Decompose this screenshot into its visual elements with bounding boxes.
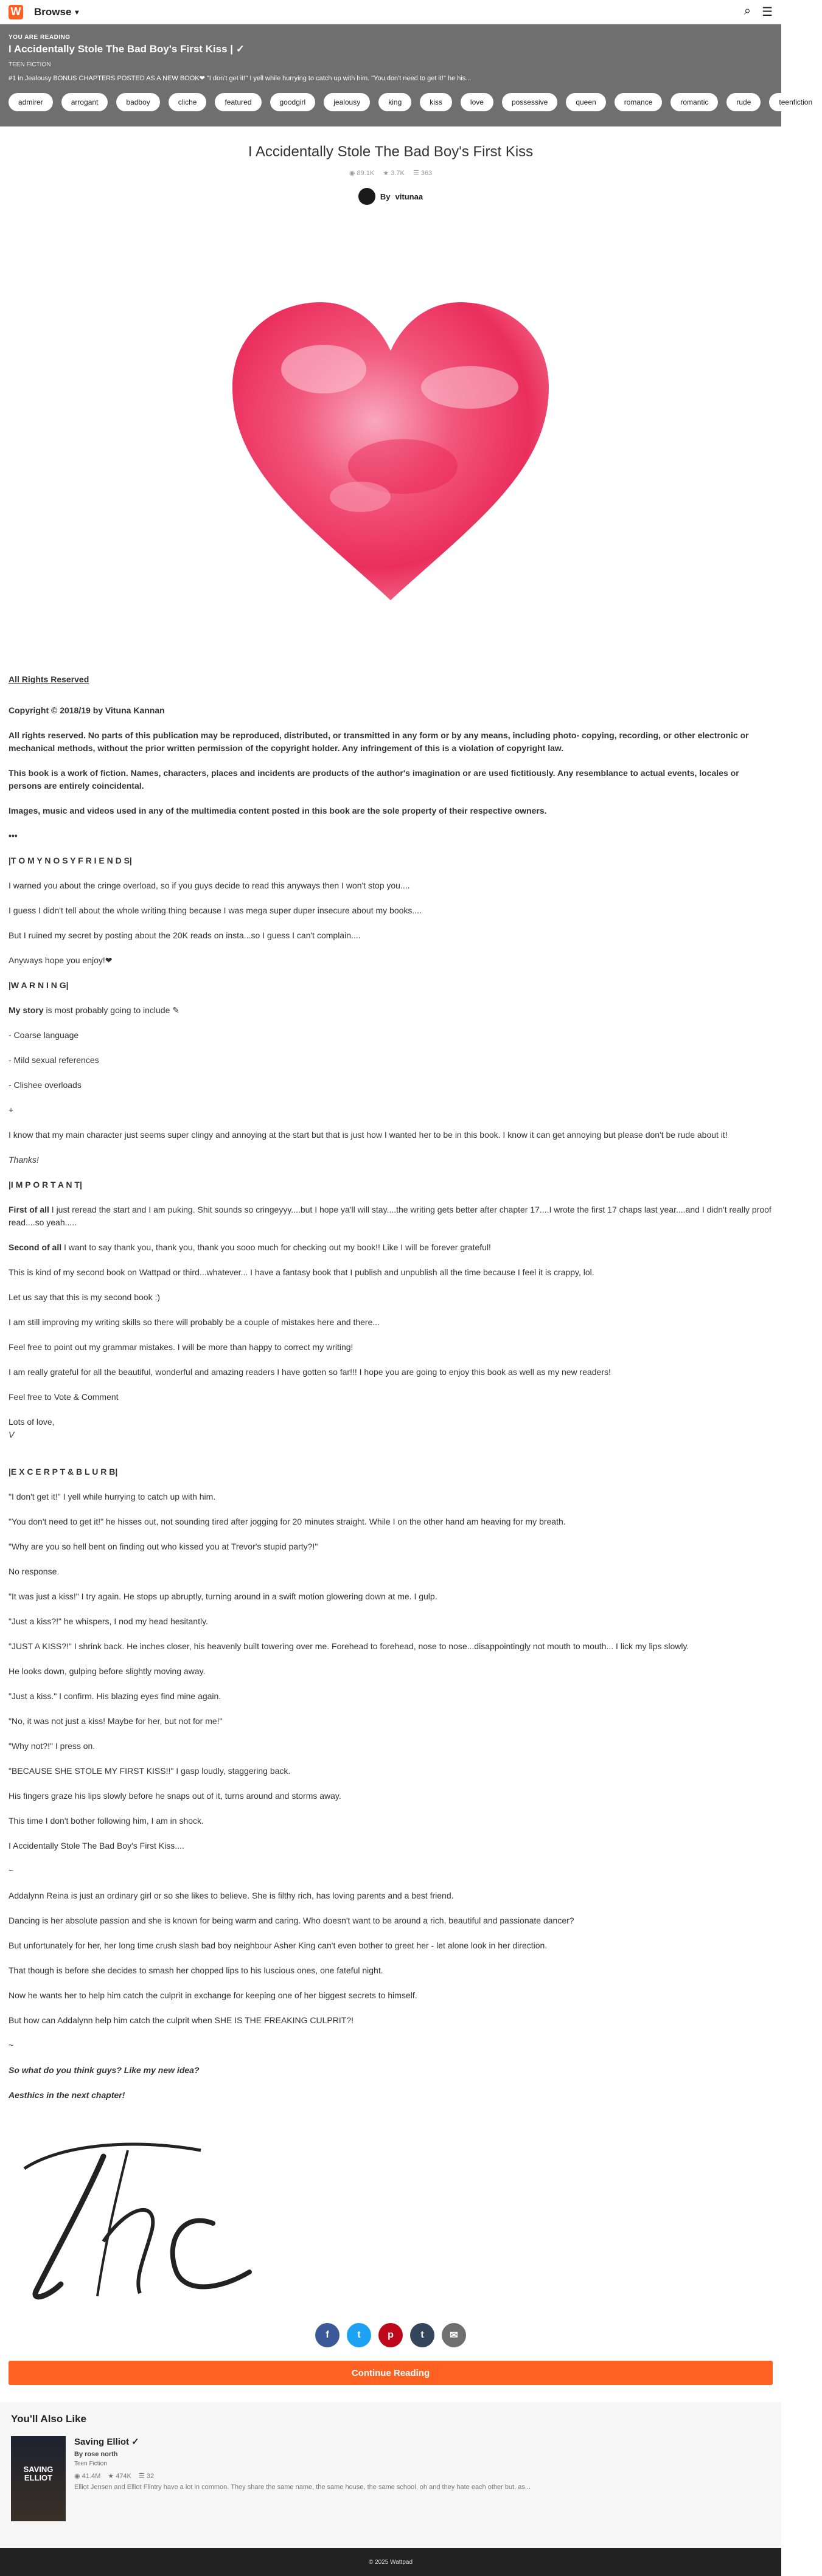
- recommendations-heading: You'll Also Like: [11, 2413, 87, 2425]
- sign-off: Lots of love,: [9, 1417, 55, 1427]
- banner-title[interactable]: I Accidentally Stole The Bad Boy's First Kiss | ✓: [9, 43, 245, 55]
- recommendation-category: Teen Fiction: [74, 2460, 107, 2467]
- votes-count: 474K: [116, 2473, 131, 2480]
- tag-pill[interactable]: teenfiction: [769, 93, 822, 111]
- recommendation-info: [74, 2436, 531, 2521]
- banner-eyebrow: YOU ARE READING: [9, 34, 71, 41]
- paragraph: [9, 1004, 773, 1017]
- paragraph: Images, music and videos used in any of the multimedia content posted in this book are the sole property of their respective owners.: [9, 806, 547, 815]
- top-nav: [0, 0, 781, 24]
- paragraph: But I ruined my secret by posting about the 20K reads on insta...so I guess I can't complain....: [9, 930, 361, 940]
- star-icon: ★: [108, 2473, 114, 2480]
- banner-description: #1 in Jealousy BONUS CHAPTERS POSTED AS A NEW BOOK❤ "I don't get it!" I yell while hurrying to catch up with him. "You don't need to get it!" he his...: [9, 75, 472, 82]
- paragraph: "JUST A KISS?!" I shrink back. He inches closer, his heavenly built towering over me. Forehead to forehead, nose to nose...disappointingly not mouth to mouth... I lick my lips slowly.: [9, 1641, 689, 1651]
- reads-stat: [74, 2472, 100, 2480]
- paragraph: [9, 1416, 773, 1441]
- pinterest-share-button[interactable]: p: [378, 2323, 403, 2347]
- list-item: - Clishee overloads: [9, 1080, 82, 1090]
- separator: •••: [9, 831, 18, 840]
- tumblr-share-button[interactable]: t: [410, 2323, 434, 2347]
- paragraph: His fingers graze his lips slowly before he snaps out of it, turns around and storms away.: [9, 1791, 341, 1801]
- parts-count: 32: [146, 2473, 155, 2480]
- tag-pill[interactable]: romance: [615, 93, 663, 111]
- votes-stat: [108, 2472, 131, 2480]
- paragraph: "BECAUSE SHE STOLE MY FIRST KISS!!" I gasp loudly, staggering back.: [9, 1766, 291, 1776]
- tag-pill[interactable]: jealousy: [324, 93, 370, 111]
- paragraph: That though is before she decides to smash her chopped lips to his luscious ones, one fateful night.: [9, 1965, 383, 1975]
- votes-count: 3.7K: [391, 170, 405, 177]
- watercolor-heart-illustration: [220, 296, 561, 612]
- paragraph: "No, it was not just a kiss! Maybe for her, but not for me!": [9, 1716, 223, 1726]
- email-share-button[interactable]: ✉: [442, 2323, 466, 2347]
- list-icon: ☰: [413, 170, 419, 177]
- paragraph: "You don't need to get it!" he hisses out, not sounding tired after jogging for 20 minutes straight. While I on the other hand am heaving for my breath.: [9, 1517, 566, 1526]
- reads-count: 89.1K: [357, 170, 375, 177]
- paragraph: I guess I didn't tell about the whole writing thing because I was mega super duper insecure about my books....: [9, 905, 422, 915]
- paragraph-lead: First of all: [9, 1205, 49, 1214]
- share-bar: [0, 2323, 781, 2347]
- avatar[interactable]: [358, 188, 375, 205]
- paragraph: I warned you about the cringe overload, so if you guys decide to read this anyways then I won't stop you....: [9, 881, 410, 890]
- tag-pill[interactable]: arrogant: [61, 93, 108, 111]
- banner-category: TEEN FICTION: [9, 61, 51, 68]
- facebook-share-button[interactable]: f: [315, 2323, 340, 2347]
- paragraph: This is kind of my second book on Wattpad or third...whatever... I have a fantasy book that I publish and unpublish all the time because I feel it is crappy, lol.: [9, 1267, 594, 1277]
- paragraph-rest: I want to say thank you, thank you, thank you sooo much for checking out my book!! Like I will be forever grateful!: [61, 1242, 491, 1252]
- paragraph: But unfortunately for her, her long time crush slash bad boy neighbour Asher King can't even bother to greet her - let alone look in her direction.: [9, 1941, 548, 1950]
- tag-pill[interactable]: featured: [215, 93, 261, 111]
- section-heading: |W A R N I N G|: [9, 980, 69, 990]
- story-stats: [0, 169, 781, 177]
- paragraph: This time I don't bother following him, I am in shock.: [9, 1816, 204, 1826]
- section-heading: |E X C E R P T & B L U R B|: [9, 1467, 118, 1477]
- paragraph: All rights reserved. No parts of this publication may be reproduced, distributed, or transmitted in any form or by any means, including photo- copying, recording, or other electronic or mechanical methods, without the prior written permission of the copyright holder. Any infringement of this is a violation of copyright law.: [9, 730, 749, 753]
- paragraph: "Just a kiss?!" he whispers, I nod my head hesitantly.: [9, 1616, 208, 1626]
- paragraph: No response.: [9, 1567, 60, 1576]
- paragraph: "Why not?!" I press on.: [9, 1741, 96, 1751]
- paragraph: Anyways hope you enjoy!❤: [9, 955, 113, 965]
- continue-reading-button[interactable]: Continue Reading: [9, 2361, 773, 2385]
- recommendation-title[interactable]: Saving Elliot ✓: [74, 2437, 139, 2447]
- paragraph: Feel free to Vote & Comment: [9, 1392, 119, 1402]
- paragraph: "I don't get it!" I yell while hurrying to catch up with him.: [9, 1492, 216, 1501]
- chapter-content: [0, 673, 781, 2102]
- reads-count: 41.4M: [82, 2473, 101, 2480]
- paragraph: I am really grateful for all the beautiful, wonderful and amazing readers I have gotten so far!!! I hope you are going to enjoy this book as well as my new readers!: [9, 1367, 611, 1377]
- paragraph: Thanks!: [9, 1155, 39, 1165]
- separator: +: [9, 1105, 14, 1115]
- author-link[interactable]: [0, 188, 781, 205]
- section-heading: |T O M Y N O S Y F R I E N D S|: [9, 856, 132, 865]
- paragraph: Dancing is her absolute passion and she is known for being warm and caring. Who doesn't want to be around a rich, beautiful and passionate dancer?: [9, 1916, 574, 1925]
- star-icon: ★: [383, 170, 389, 177]
- menu-icon[interactable]: ☰: [762, 5, 773, 19]
- signature: V: [9, 1430, 15, 1439]
- parts-count: 363: [420, 170, 433, 177]
- paragraph-lead: Second of all: [9, 1242, 62, 1252]
- tag-pill[interactable]: badboy: [116, 93, 159, 111]
- paragraph: This book is a work of fiction. Names, characters, places and incidents are products of the author's imagination or are used fictitiously. Any resemblance to actual events, locales or persons are entirely coincidental.: [9, 768, 739, 791]
- calligraphy-illustration: [12, 2132, 268, 2308]
- recommendation-card[interactable]: [11, 2436, 770, 2521]
- separator: ~: [9, 2040, 14, 2050]
- author-prefix: By: [74, 2451, 83, 2458]
- paragraph: [9, 1203, 773, 1229]
- search-icon[interactable]: ⌕: [744, 4, 751, 18]
- paragraph-rest: is most probably going to include ✎: [43, 1005, 179, 1015]
- paragraph: Aesthics in the next chapter!: [9, 2090, 125, 2100]
- tag-pill[interactable]: love: [461, 93, 493, 111]
- paragraph: "It was just a kiss!" I try again. He stops up abruptly, turning around in a swift motion glowering down at me. I gulp.: [9, 1591, 437, 1601]
- paragraph: So what do you think guys? Like my new idea?: [9, 2065, 200, 2075]
- recommendation-author[interactable]: rose north: [85, 2451, 118, 2458]
- tag-pill[interactable]: admirer: [9, 93, 53, 111]
- list-icon: ☰: [138, 2473, 145, 2480]
- paragraph: Let us say that this is my second book :): [9, 1292, 161, 1302]
- rights-heading: All Rights Reserved: [9, 674, 89, 684]
- calligraphy-image: [12, 2132, 781, 2308]
- recommendations-section: [0, 2402, 781, 2548]
- browse-label: Browse: [34, 5, 72, 18]
- paragraph: I Accidentally Stole The Bad Boy's First Kiss....: [9, 1841, 184, 1851]
- author-name[interactable]: vitunaa: [395, 192, 423, 201]
- reads-stat: [349, 169, 374, 177]
- eye-icon: ◉: [349, 170, 355, 177]
- tag-pill[interactable]: cliche: [169, 93, 207, 111]
- recommendation-stats: [74, 2472, 531, 2480]
- paragraph: Now he wants her to help him catch the culprit in exchange for keeping one of her biggest secrets to himself.: [9, 1990, 417, 2000]
- tag-pill[interactable]: king: [378, 93, 411, 111]
- reading-banner: [0, 24, 813, 126]
- tag-pill[interactable]: rude: [726, 93, 761, 111]
- page-footer: © 2025 Wattpad: [0, 2548, 781, 2576]
- twitter-share-button[interactable]: t: [347, 2323, 371, 2347]
- recommendation-description: Elliot Jensen and Elliot Flintry have a lot in common. They share the same name, the same house, the same school, oh and they hate each other but, as...: [74, 2484, 531, 2491]
- recommendation-author-line: [74, 2451, 531, 2458]
- tag-pill[interactable]: romantic: [670, 93, 718, 111]
- story-title: I Accidentally Stole The Bad Boy's First Kiss: [248, 144, 534, 160]
- paragraph: [9, 1241, 773, 1254]
- wattpad-logo[interactable]: W: [9, 5, 23, 19]
- author-prefix: By: [380, 192, 391, 201]
- separator: ~: [9, 1866, 14, 1875]
- paragraph: Addalynn Reina is just an ordinary girl or so she likes to believe. She is filthy rich, has loving parents and a best friend.: [9, 1891, 454, 1900]
- paragraph-rest: I just reread the start and I am puking. Shit sounds so cringeyyy....but I hope ya'll will stay....the writing gets better after chapter 17....I wrote the first 17 chaps last year....and I didn't really proof read....so yeah.....: [9, 1205, 771, 1227]
- paragraph: "Why are you so hell bent on finding out who kissed you at Trevor's stupid party?!": [9, 1542, 318, 1551]
- section-heading: |I M P O R T A N T|: [9, 1180, 82, 1189]
- parts-stat: [139, 2472, 154, 2480]
- heart-image: [0, 296, 781, 637]
- paragraph: He looks down, gulping before slightly moving away.: [9, 1666, 206, 1676]
- paragraph-lead: My story: [9, 1005, 44, 1015]
- votes-stat: [383, 169, 405, 177]
- tag-pill[interactable]: queen: [566, 93, 605, 111]
- eye-icon: ◉: [74, 2473, 80, 2480]
- story-header: [0, 126, 781, 205]
- tag-pill[interactable]: kiss: [420, 93, 452, 111]
- paragraph: "Just a kiss." I confirm. His blazing eyes find mine again.: [9, 1691, 221, 1701]
- list-item: - Mild sexual references: [9, 1055, 99, 1065]
- paragraph: I know that my main character just seems super clingy and annoying at the start but that is just how I wanted her to be in this book. I know it can get annoying but please don't be rude about it!: [9, 1130, 728, 1140]
- list-item: - Coarse language: [9, 1030, 79, 1040]
- browse-menu[interactable]: [34, 6, 78, 18]
- paragraph: But how can Addalynn help him catch the culprit when SHE IS THE FREAKING CULPRIT?!: [9, 2015, 354, 2025]
- tag-pill[interactable]: possessive: [502, 93, 557, 111]
- tag-pill[interactable]: goodgirl: [270, 93, 316, 111]
- paragraph: I am still improving my writing skills so there will probably be a couple of mistakes here and there...: [9, 1317, 380, 1327]
- tag-list: [9, 93, 813, 111]
- book-cover[interactable]: SAVING ELLIOT: [11, 2436, 66, 2521]
- parts-stat: [413, 169, 432, 177]
- chevron-down-icon: ▾: [75, 7, 79, 16]
- paragraph: Feel free to point out my grammar mistakes. I will be more than happy to correct my writing!: [9, 1342, 354, 1352]
- copyright-line: Copyright © 2018/19 by Vituna Kannan: [9, 705, 165, 715]
